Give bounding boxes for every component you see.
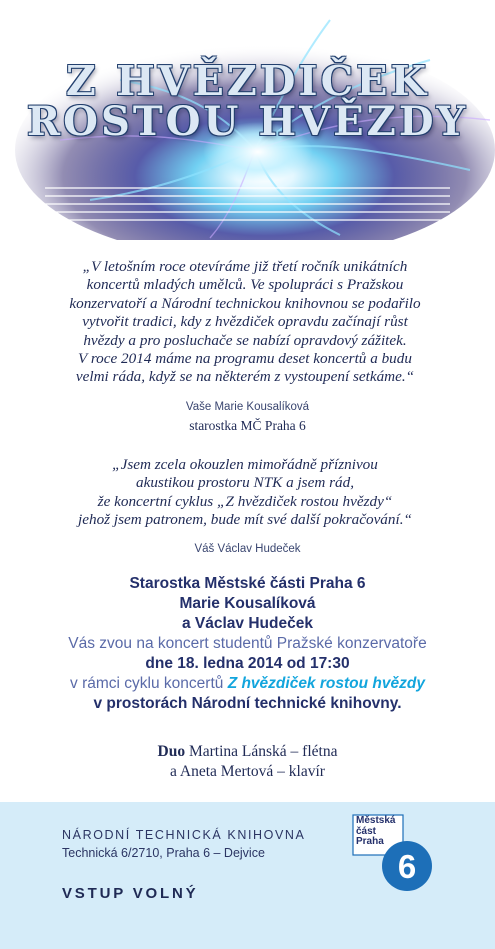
title-line-2: ROSTOU HVĚZDY	[26, 98, 469, 145]
quote-line: vytvořit tradici, kdy z hvězdiček opravdu začínají růst	[82, 313, 408, 331]
host-line-1: Starostka Městské části Praha 6	[129, 575, 366, 592]
performer-2: a Aneta Mertová – klavír	[170, 763, 325, 780]
cycle-line	[0, 674, 495, 694]
logo-line: Městská	[356, 815, 396, 826]
role-mayor: starostka MČ Praha 6	[189, 418, 306, 433]
logo-number: 6	[397, 848, 417, 885]
quote-line: „Jsem zcela okouzlen mimořádně příznivou	[112, 456, 378, 473]
logo-line: část	[356, 825, 377, 837]
signature-hudecek: Váš Václav Hudeček	[194, 543, 301, 555]
performer-1: Martina Lánská – flétna	[188, 743, 338, 760]
venue-text: v prostorách Národní technické knihovny.	[93, 695, 402, 712]
entry-free: VSTUP VOLNÝ	[62, 885, 199, 902]
duo-label: Duo	[157, 743, 186, 760]
venue-address: Technická 6/2710, Praha 6 – Dejvice	[62, 846, 265, 860]
venue-name: NÁRODNÍ TECHNICKÁ KNIHOVNA	[62, 828, 306, 842]
logo-line: Praha	[356, 836, 384, 847]
quote-line: hvězdy a pro posluchače se nabízí opravdový zážitek.	[83, 331, 407, 349]
logo-text	[356, 816, 395, 848]
host-line-3: a Václav Hudeček	[182, 615, 313, 632]
signature-mayor: Vaše Marie Kousalíková	[185, 401, 310, 413]
quote-line: velmi ráda, když se na některém z vystoupení setkáme.“	[75, 368, 415, 386]
quote-line: akustikou prostoru NTK a jsem rád,	[136, 474, 354, 492]
invitation-block	[0, 574, 495, 714]
quote-line: jehož jsem patronem, bude mít své další pokračování.“	[78, 511, 412, 529]
quote-mayor	[30, 258, 460, 387]
quote-hudecek	[30, 456, 460, 530]
title-line-1: Z HVĚZDIČEK	[65, 57, 430, 105]
date-text: dne 18. ledna 2014 od 17:30	[145, 655, 350, 672]
header-artwork	[0, 0, 495, 240]
quote-line: konzervatoří a Národní technickou knihovnou se podařilo	[69, 294, 421, 312]
performers-line-1	[0, 742, 495, 762]
quote-line: že koncertní cyklus „Z hvězdiček rostou hvězdy“	[97, 492, 393, 510]
cycle-prefix: v rámci cyklu koncertů	[70, 675, 224, 692]
performers	[0, 742, 495, 782]
praha6-logo	[352, 814, 442, 894]
host-line-2: Marie Kousalíková	[179, 595, 316, 612]
quote-line: koncertů mladých umělců. Ve spolupráci s Pražskou	[86, 276, 404, 294]
quote-line: V roce 2014 máme na programu deset koncertů a budu	[78, 350, 412, 368]
cycle-name: Z hvězdiček rostou hvězdy	[227, 675, 425, 692]
footer	[0, 802, 495, 949]
quote-line: „V letošním roce otevíráme již třetí ročník unikátních	[82, 258, 408, 275]
invite-text: Vás zvou na koncert studentů Pražské konzervatoře	[68, 635, 427, 652]
